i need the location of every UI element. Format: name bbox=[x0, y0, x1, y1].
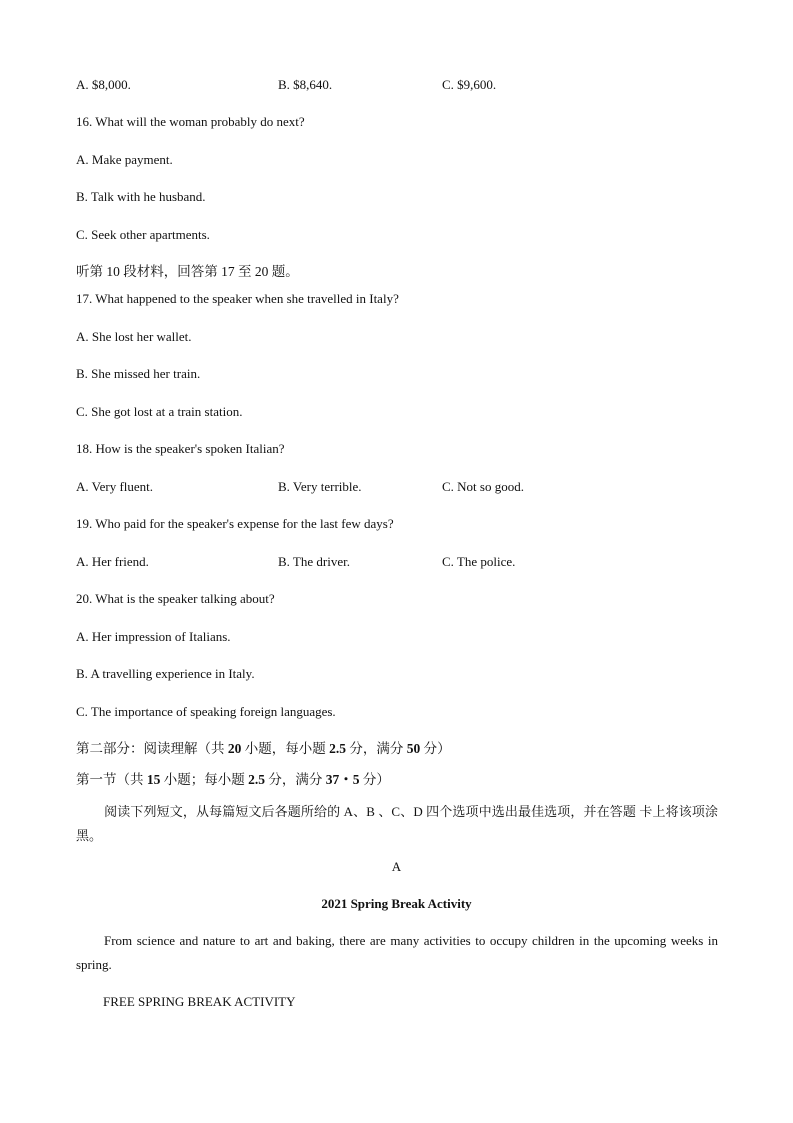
q18-option-a: A. Very fluent. bbox=[76, 479, 154, 494]
q15-option-b: B. $8,640. bbox=[278, 77, 333, 92]
q19-option-b: B. The driver. bbox=[278, 554, 350, 569]
q17-option-a: A. She lost her wallet. bbox=[76, 329, 192, 344]
reading-instructions: 阅读下列短文，从每篇短文后各题所给的 A、B 、C、D 四个选项中选出最佳选项，并在答题 卡上将该项涂黑。 bbox=[76, 804, 718, 843]
q19-option-a: A. Her friend. bbox=[76, 554, 149, 569]
q20-option-c: C. The importance of speaking foreign languages. bbox=[76, 704, 336, 719]
q17-question: 17. What happened to the speaker when she travelled in Italy? bbox=[76, 291, 399, 306]
q16-question: 16. What will the woman probably do next? bbox=[76, 114, 305, 129]
passage-letter: A bbox=[391, 859, 402, 874]
q20-option-a: A. Her impression of Italians. bbox=[76, 629, 231, 644]
q16-option-b: B. Talk with he husband. bbox=[76, 189, 206, 204]
q20-question: 20. What is the speaker talking about? bbox=[76, 591, 275, 606]
q20-option-b: B. A travelling experience in Italy. bbox=[76, 666, 255, 681]
q16-option-c: C. Seek other apartments. bbox=[76, 227, 210, 242]
q19-question: 19. Who paid for the speaker's expense for the last few days? bbox=[76, 516, 394, 531]
q18-option-b: B. Very terrible. bbox=[278, 479, 362, 494]
section1-heading: 第一节（共 15 小题；每小题 2.5 分，满分 37・5 分） bbox=[76, 772, 390, 787]
q16-option-a: A. Make payment. bbox=[76, 152, 173, 167]
passage-title: 2021 Spring Break Activity bbox=[321, 896, 472, 911]
q18-question: 18. How is the speaker's spoken Italian? bbox=[76, 441, 285, 456]
q15-option-a: A. $8,000. bbox=[76, 77, 131, 92]
passage-subheading: FREE SPRING BREAK ACTIVITY bbox=[103, 994, 296, 1009]
passage-paragraph: From science and nature to art and baking, there are many activities to occupy children in the upcoming weeks in spring. bbox=[76, 933, 718, 972]
q17-option-b: B. She missed her train. bbox=[76, 366, 201, 381]
part2-heading: 第二部分：阅读理解（共 20 小题，每小题 2.5 分，满分 50 分） bbox=[76, 741, 451, 756]
q15-option-c: C. $9,600. bbox=[442, 77, 497, 92]
section-10-instruction: 听第 10 段材料，回答第 17 至 20 题。 bbox=[76, 264, 299, 279]
q17-option-c: C. She got lost at a train station. bbox=[76, 404, 243, 419]
q18-option-c: C. Not so good. bbox=[442, 479, 524, 494]
q19-option-c: C. The police. bbox=[442, 554, 516, 569]
